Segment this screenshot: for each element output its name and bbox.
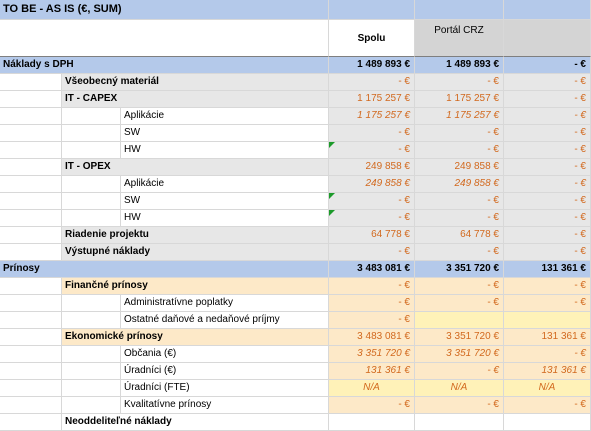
table-row bbox=[0, 142, 591, 159]
row-label[interactable]: Kvalitatívne prínosy bbox=[121, 397, 329, 414]
row-label[interactable]: Občania (€) bbox=[121, 346, 329, 363]
row-label[interactable]: Aplikácie bbox=[121, 176, 329, 193]
value-cell-last[interactable]: N/A bbox=[504, 380, 591, 397]
table-row bbox=[0, 397, 591, 414]
row-label[interactable]: Prínosy bbox=[0, 261, 329, 278]
value-cell-portal[interactable]: 3 351 720 € bbox=[415, 329, 504, 346]
value-cell-last[interactable]: - € bbox=[504, 108, 591, 125]
indent-cell[interactable] bbox=[62, 380, 121, 397]
value-cell-spolu[interactable]: 3 351 720 € bbox=[329, 346, 415, 363]
comment-indicator-icon bbox=[329, 193, 335, 199]
value-cell-last[interactable]: - € bbox=[504, 397, 591, 414]
table-row bbox=[0, 329, 591, 346]
value-cell-portal[interactable]: - € bbox=[415, 295, 504, 312]
value-cell-spolu[interactable] bbox=[329, 414, 415, 431]
value-cell-portal[interactable]: 1 175 257 € bbox=[415, 108, 504, 125]
value-cell-portal[interactable]: - € bbox=[415, 210, 504, 227]
value-cell-spolu[interactable]: 1 175 257 € bbox=[329, 91, 415, 108]
header-spolu[interactable]: Spolu bbox=[329, 20, 415, 57]
indent-cell[interactable] bbox=[62, 176, 121, 193]
row-label[interactable]: Riadenie projektu bbox=[62, 227, 329, 244]
value-cell-last[interactable]: 131 361 € bbox=[504, 261, 591, 278]
value-cell-spolu[interactable]: - € bbox=[329, 295, 415, 312]
indent-cell[interactable] bbox=[0, 159, 62, 176]
table-row bbox=[0, 176, 591, 193]
row-label[interactable]: Ekonomické prínosy bbox=[62, 329, 329, 346]
value-cell-last[interactable]: - € bbox=[504, 91, 591, 108]
value-cell-spolu[interactable]: 1 489 893 € bbox=[329, 57, 415, 74]
indent-cell[interactable] bbox=[0, 329, 62, 346]
value-cell-portal[interactable] bbox=[415, 312, 504, 329]
value-cell-last[interactable]: - € bbox=[504, 74, 591, 91]
comment-indicator-icon bbox=[329, 210, 335, 216]
value-cell-spolu[interactable]: 131 361 € bbox=[329, 363, 415, 380]
value-cell-portal[interactable]: N/A bbox=[415, 380, 504, 397]
value-cell-last[interactable] bbox=[504, 414, 591, 431]
indent-cell[interactable] bbox=[62, 142, 121, 159]
header-row bbox=[0, 20, 591, 57]
indent-cell[interactable] bbox=[62, 363, 121, 380]
indent-cell[interactable] bbox=[0, 227, 62, 244]
row-label[interactable]: Úradníci (FTE) bbox=[121, 380, 329, 397]
row-label[interactable]: IT - CAPEX bbox=[62, 91, 329, 108]
indent-cell[interactable] bbox=[0, 363, 62, 380]
value-cell-spolu[interactable]: - € bbox=[329, 74, 415, 91]
table-row bbox=[0, 74, 591, 91]
value-cell-portal[interactable]: 249 858 € bbox=[415, 159, 504, 176]
value-cell-last[interactable]: - € bbox=[504, 142, 591, 159]
row-label[interactable]: HW bbox=[121, 142, 329, 159]
value-cell-portal[interactable]: 3 351 720 € bbox=[415, 346, 504, 363]
value-cell-last[interactable]: - € bbox=[504, 210, 591, 227]
title-row bbox=[0, 0, 591, 20]
indent-cell[interactable] bbox=[0, 108, 62, 125]
value-cell-spolu[interactable]: - € bbox=[329, 142, 415, 159]
value-cell-spolu[interactable]: - € bbox=[329, 397, 415, 414]
value-cell-portal[interactable]: 64 778 € bbox=[415, 227, 504, 244]
value-cell-portal[interactable]: 249 858 € bbox=[415, 176, 504, 193]
title-fill-3[interactable] bbox=[504, 0, 591, 20]
indent-cell[interactable] bbox=[0, 74, 62, 91]
value-cell-last[interactable]: - € bbox=[504, 125, 591, 142]
value-cell-spolu[interactable]: - € bbox=[329, 312, 415, 329]
table-row bbox=[0, 91, 591, 108]
table-row bbox=[0, 414, 591, 431]
value-cell-last[interactable]: - € bbox=[504, 57, 591, 74]
indent-cell[interactable] bbox=[0, 176, 62, 193]
table-row bbox=[0, 312, 591, 329]
indent-cell[interactable] bbox=[0, 414, 62, 431]
row-label[interactable]: Všeobecný materiál bbox=[62, 74, 329, 91]
row-label[interactable]: HW bbox=[121, 210, 329, 227]
indent-cell[interactable] bbox=[62, 312, 121, 329]
indent-cell[interactable] bbox=[62, 125, 121, 142]
row-label[interactable]: Ostatné daňové a nedaňové príjmy bbox=[121, 312, 329, 329]
value-cell-portal[interactable]: - € bbox=[415, 74, 504, 91]
value-cell-spolu[interactable]: 249 858 € bbox=[329, 176, 415, 193]
value-cell-portal[interactable]: - € bbox=[415, 278, 504, 295]
value-cell-portal[interactable]: 1 175 257 € bbox=[415, 91, 504, 108]
value-cell-portal[interactable]: - € bbox=[415, 142, 504, 159]
value-cell-spolu[interactable]: N/A bbox=[329, 380, 415, 397]
sheet-title[interactable]: TO BE - AS IS (€, SUM) bbox=[0, 0, 329, 20]
table-row bbox=[0, 278, 591, 295]
value-cell-portal[interactable]: - € bbox=[415, 397, 504, 414]
value-cell-portal[interactable]: - € bbox=[415, 244, 504, 261]
value-cell-portal[interactable]: - € bbox=[415, 125, 504, 142]
value-cell-spolu[interactable]: - € bbox=[329, 193, 415, 210]
row-label[interactable]: Administratívne poplatky bbox=[121, 295, 329, 312]
value-cell-last[interactable]: - € bbox=[504, 193, 591, 210]
indent-cell[interactable] bbox=[0, 210, 62, 227]
row-label[interactable]: Náklady s DPH bbox=[0, 57, 329, 74]
title-fill-1[interactable] bbox=[329, 0, 415, 20]
header-col3[interactable] bbox=[504, 20, 591, 57]
table-row bbox=[0, 159, 591, 176]
row-label[interactable]: IT - OPEX bbox=[62, 159, 329, 176]
header-empty[interactable] bbox=[0, 20, 329, 57]
indent-cell[interactable] bbox=[0, 295, 62, 312]
indent-cell[interactable] bbox=[0, 380, 62, 397]
row-label[interactable]: Aplikácie bbox=[121, 108, 329, 125]
value-cell-portal[interactable] bbox=[415, 414, 504, 431]
table-row bbox=[0, 261, 591, 278]
table-row bbox=[0, 363, 591, 380]
indent-cell[interactable] bbox=[0, 397, 62, 414]
table-row bbox=[0, 346, 591, 363]
indent-cell[interactable] bbox=[62, 193, 121, 210]
value-cell-spolu[interactable]: - € bbox=[329, 278, 415, 295]
value-cell-spolu[interactable]: - € bbox=[329, 210, 415, 227]
value-cell-last[interactable]: - € bbox=[504, 278, 591, 295]
table-row bbox=[0, 125, 591, 142]
indent-cell[interactable] bbox=[62, 210, 121, 227]
value-cell-portal[interactable]: 3 351 720 € bbox=[415, 261, 504, 278]
indent-cell[interactable] bbox=[0, 91, 62, 108]
table-row bbox=[0, 108, 591, 125]
value-cell-last[interactable]: - € bbox=[504, 346, 591, 363]
value-cell-portal[interactable]: - € bbox=[415, 363, 504, 380]
indent-cell[interactable] bbox=[0, 278, 62, 295]
indent-cell[interactable] bbox=[62, 397, 121, 414]
table-row bbox=[0, 210, 591, 227]
indent-cell[interactable] bbox=[0, 142, 62, 159]
table-row bbox=[0, 244, 591, 261]
indent-cell[interactable] bbox=[0, 125, 62, 142]
table-row bbox=[0, 57, 591, 74]
value-cell-last[interactable]: - € bbox=[504, 159, 591, 176]
value-cell-last[interactable] bbox=[504, 312, 591, 329]
indent-cell[interactable] bbox=[62, 346, 121, 363]
value-cell-last[interactable]: - € bbox=[504, 295, 591, 312]
indent-cell[interactable] bbox=[0, 244, 62, 261]
table-row bbox=[0, 295, 591, 312]
value-cell-spolu[interactable]: 64 778 € bbox=[329, 227, 415, 244]
row-label[interactable]: Úradníci (€) bbox=[121, 363, 329, 380]
value-cell-spolu[interactable]: 3 483 081 € bbox=[329, 329, 415, 346]
value-cell-portal[interactable]: 1 489 893 € bbox=[415, 57, 504, 74]
indent-cell[interactable] bbox=[0, 346, 62, 363]
row-label[interactable]: Neoddeliteľné náklady bbox=[62, 414, 329, 431]
row-label[interactable]: SW bbox=[121, 125, 329, 142]
indent-cell[interactable] bbox=[62, 108, 121, 125]
table-row bbox=[0, 227, 591, 244]
header-portal[interactable]: Portál CRZ bbox=[415, 20, 504, 57]
indent-cell[interactable] bbox=[0, 312, 62, 329]
value-cell-spolu[interactable]: 1 175 257 € bbox=[329, 108, 415, 125]
value-cell-last[interactable]: 131 361 € bbox=[504, 329, 591, 346]
row-label[interactable]: SW bbox=[121, 193, 329, 210]
value-cell-last[interactable]: - € bbox=[504, 176, 591, 193]
row-label[interactable]: Finančné prínosy bbox=[62, 278, 329, 295]
row-label[interactable]: Výstupné náklady bbox=[62, 244, 329, 261]
comment-indicator-icon bbox=[329, 142, 335, 148]
value-cell-spolu[interactable]: 249 858 € bbox=[329, 159, 415, 176]
value-cell-last[interactable]: - € bbox=[504, 244, 591, 261]
value-cell-last[interactable]: - € bbox=[504, 227, 591, 244]
value-cell-portal[interactable]: - € bbox=[415, 193, 504, 210]
title-fill-2[interactable] bbox=[415, 0, 504, 20]
table-row bbox=[0, 380, 591, 397]
indent-cell[interactable] bbox=[0, 193, 62, 210]
value-cell-spolu[interactable]: - € bbox=[329, 125, 415, 142]
value-cell-spolu[interactable]: 3 483 081 € bbox=[329, 261, 415, 278]
indent-cell[interactable] bbox=[62, 295, 121, 312]
value-cell-last[interactable]: 131 361 € bbox=[504, 363, 591, 380]
table-row bbox=[0, 193, 591, 210]
value-cell-spolu[interactable]: - € bbox=[329, 244, 415, 261]
